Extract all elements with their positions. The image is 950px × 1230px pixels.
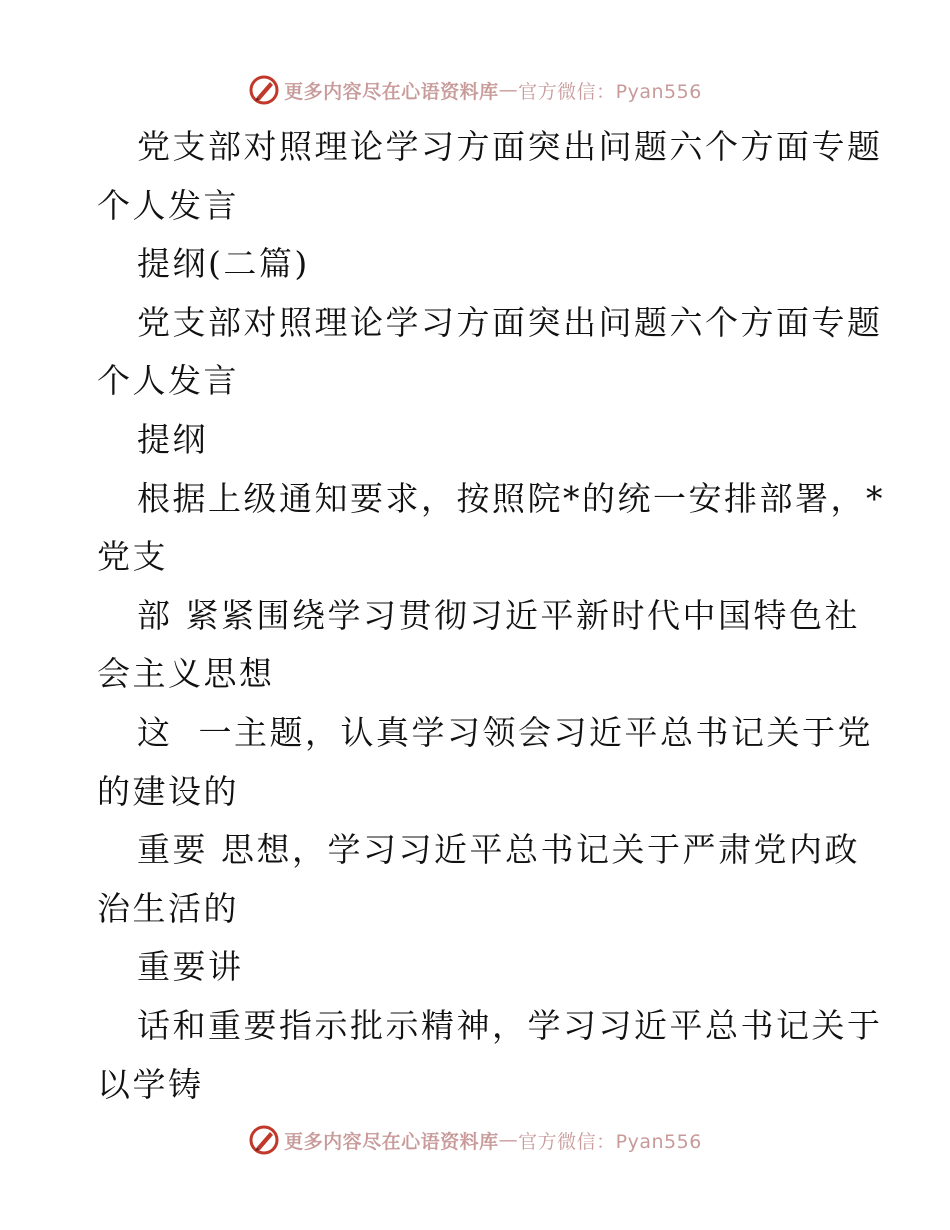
- header-watermark: [0, 70, 950, 110]
- pen-logo-icon: [248, 1124, 280, 1156]
- text-line: 党支部对照理论学习方面突出问题六个方面专题: [137, 127, 883, 166]
- watermark-contact: 官方微信：Pyan556: [518, 80, 702, 103]
- watermark-dash: —: [498, 79, 519, 101]
- text-line: 重要讲: [137, 947, 244, 987]
- watermark-text: [284, 77, 702, 104]
- text-line: 的建设的: [97, 771, 239, 811]
- text-line: 会主义思想: [97, 654, 275, 694]
- footer-watermark: [0, 1120, 950, 1160]
- text-line: 党支: [97, 537, 168, 577]
- text-line: 提纲(二篇): [137, 244, 310, 284]
- text-line: 党支部对照理论学习方面突出问题六个方面专题: [137, 302, 883, 342]
- watermark-dash: —: [498, 1129, 519, 1151]
- watermark-main: 更多内容尽在心语资料库: [284, 80, 499, 103]
- text-line: 重要 思想，学习习近平总书记关于严肃党内政: [137, 830, 860, 870]
- text-line: 治生活的: [97, 888, 239, 928]
- text-line: 提纲: [137, 419, 208, 459]
- watermark-contact: 官方微信：Pyan556: [518, 1130, 702, 1153]
- text-line: 个人发言: [97, 185, 239, 225]
- watermark-text: [284, 1127, 702, 1154]
- text-line: 这 一主题，认真学习领会习近平总书记关于党: [137, 712, 873, 752]
- watermark-main: 更多内容尽在心语资料库: [284, 1130, 499, 1153]
- text-line: 以学铸: [97, 1064, 204, 1104]
- text-line: 个人发言: [97, 361, 239, 401]
- document-body: [97, 118, 885, 1114]
- text-line: 话和重要指示批示精神，学习习近平总书记关于: [137, 1005, 883, 1045]
- text-line: 根据上级通知要求，按照院*的统一安排部署，*: [137, 478, 885, 518]
- text-line: 部 紧紧围绕学习贯彻习近平新时代中国特色社: [137, 595, 860, 635]
- pen-logo-icon: [248, 74, 280, 106]
